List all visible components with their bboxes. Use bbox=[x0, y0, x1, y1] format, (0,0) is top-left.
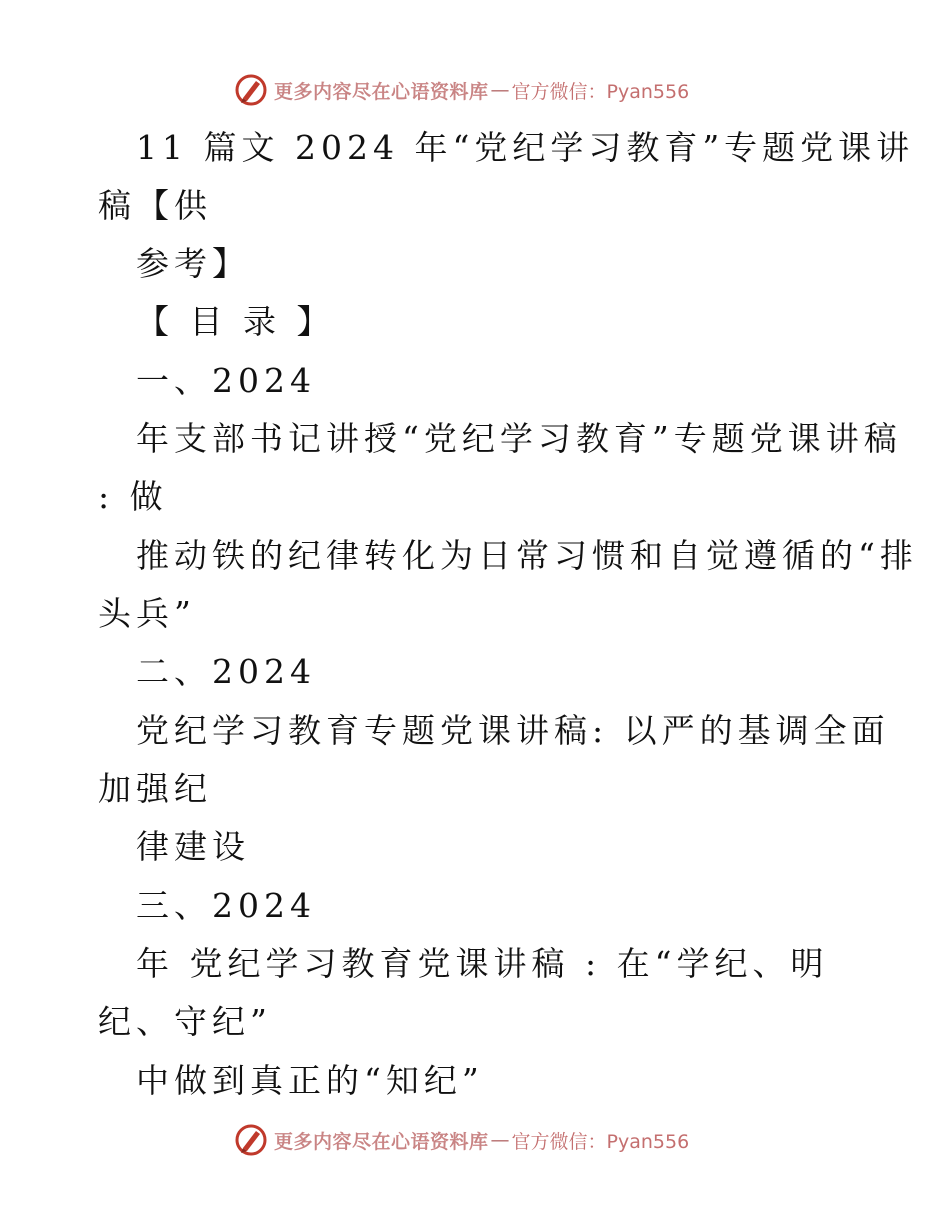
watermark-dash: — bbox=[490, 79, 510, 101]
toc-item-2-number: 二、2024 bbox=[136, 652, 316, 691]
toc-item-1-line-1: 年支部书记讲授“党纪学习教育”专题党课讲稿 bbox=[136, 419, 902, 458]
toc-item-3-line-3: 中做到真正的“知纪” bbox=[136, 1061, 484, 1100]
watermark-wechat-text: 官方微信：Pyan556 bbox=[511, 80, 690, 103]
watermark-main-text: 更多内容尽在心语资料库 bbox=[274, 1130, 489, 1153]
toc-item-2-line-3: 律建设 bbox=[136, 827, 250, 866]
doc-title-line-2: 稿【供 bbox=[98, 186, 212, 225]
toc-item-1-line-3: 推动铁的纪律转化为日常习惯和自觉遵循的“排 bbox=[136, 536, 918, 575]
toc-item-2-line-2: 加强纪 bbox=[98, 769, 212, 808]
watermark-dash: — bbox=[490, 1129, 510, 1151]
toc-item-3-line-1: 年 党纪学习教育党课讲稿 : 在“学纪、明 bbox=[136, 944, 829, 983]
toc-item-2-line-1: 党纪学习教育专题党课讲稿: 以严的基调全面 bbox=[136, 711, 890, 750]
toc-item-1-line-4: 头兵” bbox=[98, 594, 196, 633]
toc-item-3-number: 三、2024 bbox=[136, 886, 316, 925]
doc-title-line-1: 11 篇文 2024 年“党纪学习教育”专题党课讲 bbox=[136, 128, 915, 167]
doc-title-line-3: 参考】 bbox=[136, 244, 250, 283]
toc-item-1-line-2: : 做 bbox=[98, 477, 168, 516]
toc-item-3-line-2: 纪、守纪” bbox=[98, 1002, 272, 1041]
pen-logo-icon bbox=[234, 1123, 268, 1157]
watermark-wechat-text: 官方微信：Pyan556 bbox=[511, 1130, 690, 1153]
watermark-main-text: 更多内容尽在心语资料库 bbox=[274, 80, 489, 103]
footer-watermark bbox=[234, 1120, 754, 1160]
toc-heading: 【 目 录 】 bbox=[136, 302, 335, 341]
toc-item-1-number: 一、2024 bbox=[136, 361, 316, 400]
